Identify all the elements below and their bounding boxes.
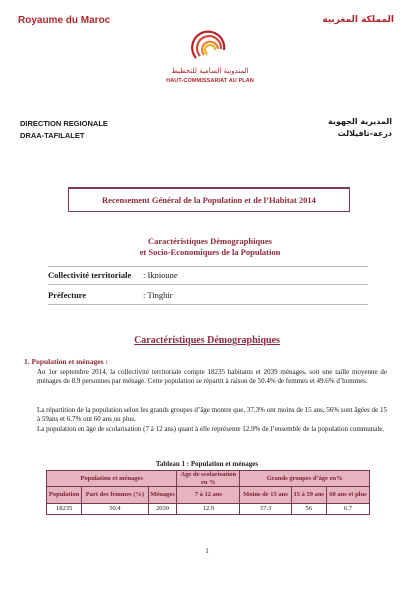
collectivite-label: Collectivité territoriale [48,270,132,280]
regional-direction-fr [20,118,108,142]
col-header-age2: 15 à 59 ans [291,487,326,504]
region-ar-line1: المديرية الجهوية [327,117,392,126]
logo-caption-fr: HAUT-COMMISSARIAT AU PLAN [166,78,254,84]
paragraph-1: Au 1er septembre 2014, la collectivité territoriale compte 18235 habitants et 2039 ménages, soit une taille moyenne de ménages de 8.9 personnes par ménage. Cette population se répartit à raison de 50.4% de femmes et 49.6% d’hommes. [37,368,387,385]
table-cell: 2039 [148,504,177,515]
table-cell: 6.7 [326,504,369,515]
section-title [0,335,414,346]
kingdom-title-ar: المملكة المغربية [322,15,394,25]
col-header-menages: Ménages [148,487,177,504]
regional-direction-ar [328,116,392,140]
paragraph-3: La population en âge de scolarisation (7 à 12 ans) quant à elle représente 12.9% de l’ensemble de la population communale. [37,425,385,433]
divider [48,304,368,305]
col-header-age3: 60 ans et plus [326,487,369,504]
region-fr-line2: DRAA-TAFILALET [20,131,85,140]
subtitle-line2: et Socio-Economiques de la Population [139,247,281,257]
divider [48,284,368,285]
group-header-school: Age de scolarisation en % [177,471,240,487]
col-header-population: Population [47,487,82,504]
collectivite-value: : Iknioune [143,270,178,280]
page-number: 1 [205,547,209,555]
table-cell: 37.3 [240,504,291,515]
group-header-population: Population et ménages [47,471,177,487]
table-cell: 12.9 [177,504,240,515]
col-header-femmes: Part des femmes (%) [82,487,149,504]
divider [48,266,368,267]
col-header-school: 7 à 12 ans [177,487,240,504]
table-cell: 18235 [47,504,82,515]
collectivite-field [48,270,178,280]
report-title-box [68,187,350,212]
group-header-age: Grands groupes d’âge en% [240,471,370,487]
prefecture-label: Préfecture [48,290,87,300]
population-table [46,470,370,515]
subtitle-line1: Caractéristiques Démographiques [148,236,272,246]
section-title-text: Caractéristiques Démographiques [134,335,280,346]
prefecture-value: : Tinghir [143,290,173,300]
report-subtitle [60,236,360,258]
table-cell: 56 [291,504,326,515]
col-header-age1: Moins de 15 ans [240,487,291,504]
table-row [47,504,370,515]
paragraph-2: La répartition de la population selon les grands groupes d’âge montre que, 37.3% ont moins de 15 ans, 56% sont âgées de 15 à 59ans et 6.7% ont 60 ans ou plus. [37,406,387,423]
table-title: Tableau 1 : Population et ménages [155,460,259,468]
region-fr-line1: DIRECTION REGIONALE [20,119,108,128]
logo-caption-ar: المندوبية السامية للتخطيط [171,67,249,75]
table-cell: 50.4 [82,504,149,515]
prefecture-field [48,290,173,300]
report-title: Recensement Général de la Population et de l’Habitat 2014 [102,195,316,205]
region-ar-line2: درعة-تافيلالت [337,129,392,138]
subsection-title: 1. Population et ménages : [24,357,108,366]
kingdom-title-fr: Royaume du Maroc [18,15,111,26]
